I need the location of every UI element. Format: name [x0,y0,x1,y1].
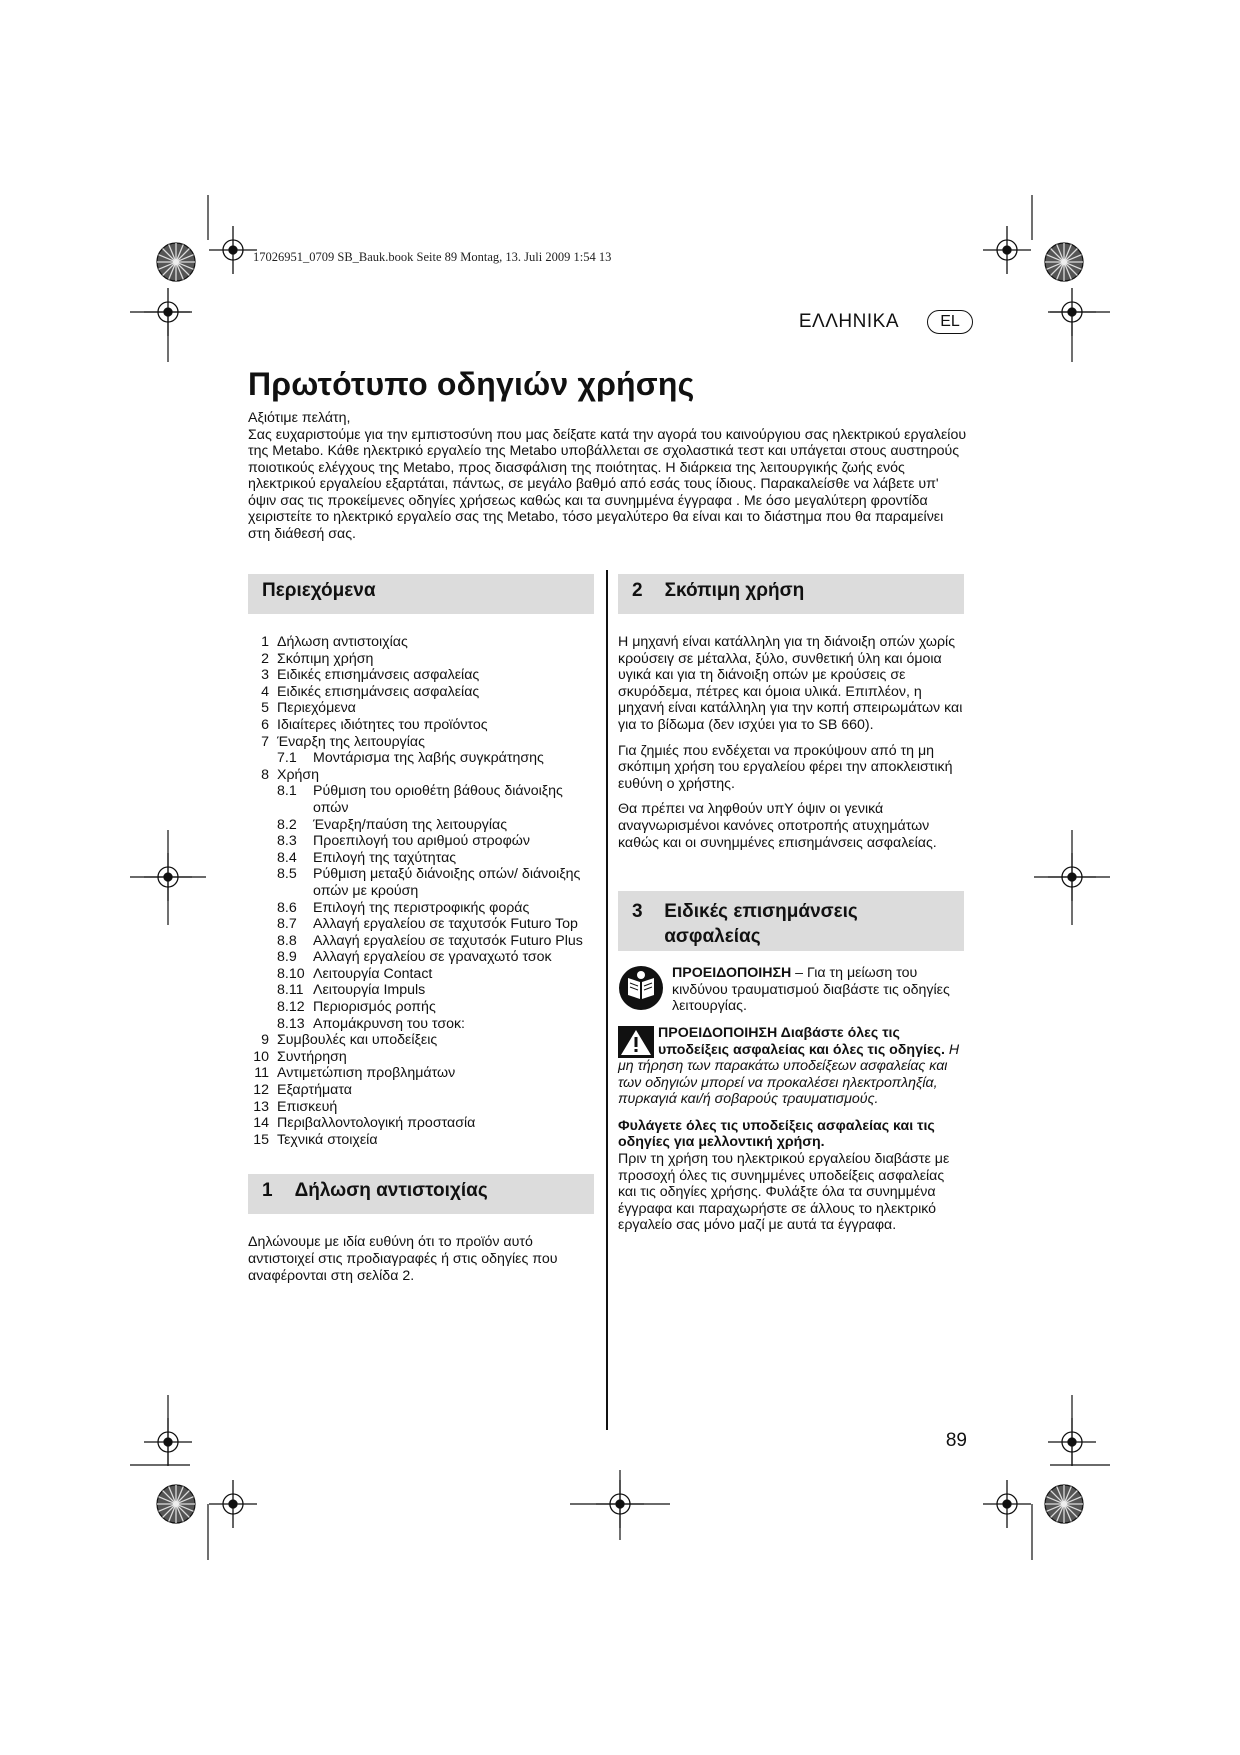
intro-greeting: Αξιότιμε πελάτη, [248,410,351,426]
section-2-paragraph-2: Για ζημιές που ενδέχεται να προκύψουν από τη μη σκόπιμη χρήση του εργαλείου φέρει την αποκλειστική ευθύνη ο χρήστης. [618,742,953,792]
section-1-title: Δήλωση αντιστοιχίας [294,1180,488,1202]
left-column [248,574,594,1284]
language-indicator [799,310,973,334]
toc-item-label: Συμβουλές και υποδείξεις [277,1032,438,1049]
warning-read-manual [618,965,964,1015]
toc-item-number: 14 [253,1115,269,1132]
section-1-body: Δηλώνουμε με ιδία ευθύνη ότι το προϊόν αυτό αντιστοιχεί στις προδιαγραφές ή στις οδηγίες που αναφέρονται στη σελίδα 2. [248,1234,558,1284]
toc-item-number: 8.13 [277,1015,305,1032]
toc-item [248,783,594,816]
toc-item-label: Συντήρηση [277,1048,347,1065]
toc-item-number: 8.9 [277,949,297,966]
toc-item-label: Προεπιλογή του αριθμού στροφών [313,833,530,850]
table-of-contents [248,634,594,1148]
read-manual-icon [618,965,664,1011]
toc-item-number: 4 [261,683,269,700]
toc-item-label: Περιορισμός ροπής [313,999,436,1016]
intro-text [248,410,968,542]
section-2-title: Σκόπιμη χρήση [664,580,805,601]
toc-item [248,700,594,717]
toc-item-label: Λειτουργία Impuls [313,982,426,999]
keep-instructions-bold: Φυλάγετε όλες τις υποδείξεις ασφαλείας και τις οδηγίες για μελλοντική χρήση. [618,1117,935,1151]
toc-item-number: 8.1 [277,783,297,800]
toc-item-number: 8.11 [277,982,304,999]
toc-item-number: 8.5 [277,866,297,883]
toc-item-label: Ρύθμιση του οριοθέτη βάθους διάνοιξης οπών [313,783,563,816]
toc-item [248,651,594,668]
intro-body: Σας ευχαριστούμε για την εμπιστοσύνη που μας δείξατε κατά την αγορά του καινούργιου σας ηλεκτρικού εργαλείου της Metabo. Κάθε ηλεκτρικό εργαλείο της Metabo υποβάλλεται σε σχολαστικά τεστ και υπάγεται στους αυστηρούς ποιοτικούς ελέγχους της Metabo, προς διασφάλιση της ποιότητας. Η διάρκεια της λειτουργικής ζωής ενός ηλεκτρικού εργαλείου εξαρτάται, πάντως, σε μεγάλο βαθμό από εσάς τους ίδιους. Παρακαλείσθε να λάβετε υπ' όψιν σας τις προκείμενες οδηγίες χρήσεως καθώς και τα συνημμένα έγγραφα . Με όσο μεγαλύτερη φροντίδα χειριστείτε το ηλεκτρικό εργαλείο σας της Metabo, τόσο μεγαλύτερο θα είναι και το διάστημα που θα παραμείνει στη διάθεσή σας. [248,426,967,542]
toc-item-number: 11 [254,1065,269,1082]
warning-read-manual-desc: – Για τη μείωση του κινδύνου τραυματισμού διαβάστε τις οδηγίες λειτουργίας. [672,965,950,1015]
toc-item [248,1032,594,1049]
language-code-badge: EL [927,310,973,334]
toc-item [248,949,594,966]
toc-item-label: Περιεχόμενα [277,700,356,717]
toc-item-number: 8.12 [277,999,305,1016]
toc-item [248,684,594,701]
toc-item-number: 10 [253,1048,269,1065]
toc-item [248,717,594,734]
toc-item-number: 7.1 [277,750,297,767]
keep-instructions-text: Πριν τη χρήση του ηλεκτρικού εργαλείου διαβάστε με προσοχή όλες τις συνημμένες υποδείξεις ασφαλείας και τις οδηγίες χρήσης. Φυλάξτε όλα τα συνημμένα έγγραφα και παραχωρήστε σε άλλους το ηλεκτρικό εργαλείο σας μόνο μαζί με αυτά τα έγγραφα. [618,1151,950,1234]
contents-heading-text: Περιεχόμενα [262,580,376,601]
toc-item [248,916,594,933]
toc-item [248,667,594,684]
toc-item-label: Ιδιαίτερες ιδιότητες του προϊόντος [277,716,488,733]
section-3-title: Ειδικές επισημάνσεις ασφαλείας [664,901,858,948]
warning-read-all-bold: ΠΡΟΕΙΔΟΠΟΙΗΣΗ Διαβάστε όλες τις υποδείξεις ασφαλείας και όλες τις οδηγίες. [658,1024,945,1058]
toc-item-label: Λειτουργία Contact [313,965,433,982]
right-column [618,574,964,1234]
toc-item-label: Τεχνικά στοιχεία [277,1131,378,1148]
keep-instructions [618,1118,964,1234]
section-2-body [618,634,964,851]
toc-item [248,750,594,767]
toc-item [248,833,594,850]
warning-read-all-instructions [618,1025,964,1108]
section-2-number: 2 [632,580,643,601]
toc-item-label: Αλλαγή εργαλείου σε γραναχωτό τσοκ [313,949,552,966]
toc-item-label: Μοντάρισμα της λαβής συγκράτησης [313,750,544,767]
toc-item [248,1099,594,1116]
toc-item [248,982,594,999]
toc-item [248,966,594,983]
section-2-heading [618,574,964,614]
section-3-heading [618,891,964,951]
toc-item-number: 8.10 [277,965,305,982]
toc-item [248,767,594,784]
section-2-paragraph-1: Η μηχανή είναι κατάλληλη για τη διάνοιξη οπών χωρίς κρούσειγ σε μέταλλα, ξύλο, συνθετική ύλη και όμοια υγικά και για τη διάνοιξη οπών με κρούσεις σε σκυρόδεμα, πέτρες και όμοια υλικά. Επιπλέον, η μηχανή είναι κατάλληλη για την κοπή σπειρωμάτων και για το βίδωμα (δεν ισχύει για το SB 660). [618,634,963,733]
toc-item-number: 8.7 [277,916,297,933]
toc-item [248,1016,594,1033]
language-name: ΕΛΛΗΝΙΚΑ [798,311,899,332]
toc-item [248,634,594,651]
book-file-info: 17026951_0709 SB_Bauk.book Seite 89 Montag, 13. Juli 2009 1:54 13 [253,250,612,264]
toc-item-number: 8.4 [277,849,297,866]
warning-triangle-icon [618,1026,654,1058]
toc-item [248,850,594,867]
toc-item-label: Περιβαλλοντολογική προστασία [277,1115,476,1132]
toc-item-number: 12 [253,1082,269,1099]
section-3-body [618,965,964,1234]
toc-item-number: 15 [253,1131,269,1148]
toc-item-label: Εξαρτήματα [277,1082,352,1099]
toc-item-label: Δήλωση αντιστοιχίας [277,634,408,650]
toc-item [248,734,594,751]
toc-item-label: Ειδικές επισημάνσεις ασφαλείας [277,667,480,684]
toc-item [248,1049,594,1066]
toc-item-label: Ρύθμιση μεταξύ διάνοιξης οπών/ διάνοιξης οπών με κρούση [313,866,581,899]
toc-item [248,817,594,834]
toc-item [248,1082,594,1099]
toc-item [248,900,594,917]
toc-item-label: Αλλαγή εργαλείου σε ταχυτσόκ Futuro Top [313,916,578,933]
toc-item [248,933,594,950]
toc-item-label: Έναρξη/παύση της λειτουργίας [313,816,508,833]
toc-item-number: 5 [261,700,269,717]
toc-item-number: 13 [253,1098,269,1115]
page-title: Πρωτότυπο οδηγιών χρήσης [248,366,695,402]
toc-item-number: 2 [261,650,269,667]
toc-item-label: Επιλογή της περιστροφικής φοράς [313,899,530,916]
toc-item-number: 8.3 [277,833,297,850]
warning-label: ΠΡΟΕΙΔΟΠΟΙΗΣΗ [672,965,792,982]
toc-item-label: Απομάκρυνση του τσοκ: [313,1015,466,1032]
toc-item-number: 3 [261,667,269,684]
toc-item-label: Χρήση [277,766,320,783]
toc-item-number: 8.8 [277,932,297,949]
toc-item-label: Αντιμετώπιση προβλημάτων [277,1065,456,1082]
warning-read-all-italic: Η μη τήρηση των παρακάτω υποδείξεων ασφαλείας και των οδηγιών μπορεί να προκαλέσει ηλεκτροπληξία, πυρκαγιά και/ή σοβαρούς τραυματισμούς. [618,1041,960,1108]
toc-item-number: 1 [261,634,269,650]
toc-item-label: Επισκευή [277,1098,338,1115]
toc-item-number: 8.2 [277,816,297,833]
section-3-number: 3 [632,901,643,923]
toc-item-label: Σκόπιμη χρήση [277,650,374,667]
toc-item [248,1132,594,1149]
toc-item [248,866,594,899]
toc-item-label: Ειδικές επισημάνσεις ασφαλείας [277,683,480,700]
toc-item [248,1115,594,1132]
toc-item-number: 7 [261,733,269,750]
section-1-heading [248,1174,594,1214]
toc-item [248,999,594,1016]
toc-item-number: 8 [261,766,269,783]
section-2-paragraph-3: Θα πρέπει να ληφθούν υπΥ όψιν οι γενικά αναγνωρισμένοι κανόνες οποτροπής ατυχημάτων καθώς και οι συνημμένες επισημάνσεις ασφαλείας. [618,801,937,851]
contents-heading [248,574,594,614]
page-number: 89 [945,1430,967,1451]
section-1-number: 1 [262,1180,273,1202]
column-divider [606,570,608,1430]
toc-item-label: Αλλαγή εργαλείου σε ταχυτσόκ Futuro Plus [313,932,583,949]
toc-item [248,1065,594,1082]
toc-item-number: 9 [261,1032,269,1049]
toc-item-number: 6 [261,716,269,733]
toc-item-label: Έναρξη της λειτουργίας [277,733,425,750]
toc-item-number: 8.6 [277,899,297,916]
toc-item-label: Επιλογή της ταχύτητας [313,849,457,866]
warning-read-manual-text [672,965,964,1015]
